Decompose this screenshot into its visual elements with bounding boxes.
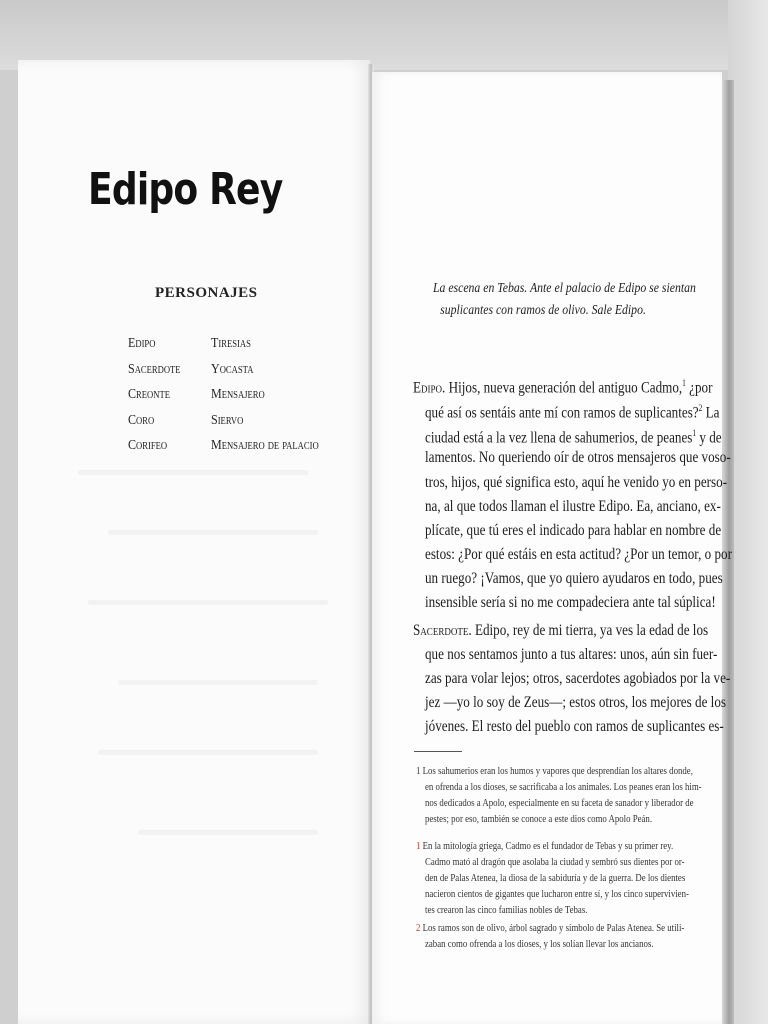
footnote-line: tes crearon las cinco familias nobles de Tebas. — [425, 904, 588, 916]
show-through-mark — [78, 470, 308, 475]
cast-heading: PERSONAJES — [155, 285, 258, 301]
speech-text: ¿por — [685, 379, 713, 397]
speech-line — [413, 621, 708, 641]
speech-text: y de — [696, 429, 722, 447]
footnote-line — [416, 922, 684, 935]
footnote-text: Los ramos son de olivo, árbol sagrado y símbolo de Palas Atenea. Se utili- — [422, 922, 685, 934]
speaker-name: Edipo. — [413, 379, 446, 397]
footnote-line: pestes; por eso, también se conoce a este dios como Apolo Peán. — [425, 813, 653, 825]
cast-member: Corifeo — [128, 438, 168, 453]
footnote-line — [416, 840, 673, 853]
speech-line: estos: ¿Por qué estáis en esta actitud? ¿Por un temor, o por — [425, 546, 732, 563]
speech-line — [425, 398, 719, 423]
speech-line: lamentos. No queriendo oír de otros mensajeros que voso- — [425, 449, 731, 466]
show-through-mark — [88, 600, 328, 605]
scan-backdrop-right — [728, 0, 768, 1024]
speech-line: insensible sería si no me compadeciera ante tal súplica! — [425, 594, 716, 611]
stage-direction — [412, 278, 696, 322]
footnote-line: zaban como ofrenda a los dioses, y los solían llevar los ancianos. — [425, 938, 654, 950]
footnote-text: En la mitología griega, Cadmo es el fundador de Tebas y su primer rey. — [422, 840, 674, 852]
speech-line: tros, hijos, qué significa esto, aquí he venido yo en perso- — [425, 474, 728, 491]
show-through-mark — [108, 530, 318, 535]
speech-text: Edipo, rey de mi tierra, ya ves la edad de los — [471, 622, 709, 639]
cast-member: Mensajero — [211, 387, 265, 402]
cast-list-left — [128, 334, 189, 462]
stage-direction-line: La escena en Tebas. Ante el palacio de Edipo se sientan — [432, 281, 696, 296]
speech-text: ciudad está a la vez llena de sahumerios, de peanes — [425, 429, 693, 447]
speech-line — [413, 373, 712, 398]
speech-line: jez —yo lo soy de Zeus—; estos otros, los mejores de los — [425, 694, 726, 711]
speech-text: qué así os sentáis ante mí con ramos de suplicantes? — [425, 404, 699, 422]
footnote-line: Cadmo mató al dragón que asolaba la ciudad y sembró sus dientes por or- — [425, 856, 685, 868]
cast-member: Coro — [128, 412, 155, 428]
speech-line: jóvenes. El resto del pueblo con ramos de suplicantes es- — [425, 718, 724, 735]
speech-line: un ruego? ¡Vamos, que yo quiero ayudaros en todo, pues — [425, 570, 723, 587]
cast-member: Creonte — [128, 387, 170, 402]
cast-member: Sacerdote — [128, 361, 181, 377]
cast-member: Tiresias — [211, 336, 251, 351]
show-through-mark — [118, 680, 318, 685]
show-through-mark — [138, 830, 318, 835]
cast-member: Edipo — [128, 336, 156, 351]
footnote-number: 2 — [416, 922, 421, 934]
speech-line: na, al que todos llaman el ilustre Edipo. Ea, anciano, ex- — [425, 498, 721, 515]
cast-member: Mensajero de palacio — [211, 438, 319, 453]
cast-member: Siervo — [211, 412, 244, 428]
cast-list-right — [211, 334, 336, 462]
footnote-ref: 1 — [692, 428, 697, 438]
footnote-number: 1 — [416, 840, 421, 852]
speech-line — [425, 423, 722, 448]
speech-line: plícate, que tú eres el indicado para hablar en nombre de — [425, 522, 722, 539]
footnote-line: nacieron cientos de gigantes que lucharon entre sí, y los cinco supervivien- — [425, 888, 689, 900]
speech-text: Hijos, nueva generación del antiguo Cadmo, — [445, 379, 683, 397]
footnote-text: Los sahumerios eran los humos y vapores que desprendían los altares donde, — [422, 765, 693, 777]
footnote-line: nos dedicados a Apolo, especialmente en su faceta de sanador y liberador de — [425, 797, 694, 809]
speech-line: que nos sentamos junto a tus altares: unos, aún sin fuer- — [425, 646, 718, 663]
footnote-line: den de Palas Atenea, la diosa de la sabiduría y de la guerra. De los dientes — [425, 872, 686, 884]
stage-direction-line: suplicantes con ramos de olivo. Sale Edipo. — [440, 303, 646, 318]
play-title: Edipo Rey — [88, 164, 283, 215]
footnote-ref: 1 — [682, 378, 686, 388]
speaker-name: Sacerdote. — [413, 622, 472, 639]
footnote-line: en ofrenda a los dioses, se sacrificaba a los animales. Los peanes eran los him- — [425, 781, 702, 793]
speech-text: La — [702, 404, 720, 422]
speech-line: zas para volar lejos; otros, sacerdotes agobiados por la ve- — [425, 670, 731, 687]
footnote-divider — [414, 751, 462, 752]
cast-member: Yocasta — [211, 361, 254, 377]
show-through-mark — [98, 750, 318, 755]
footnote-ref: 2 — [698, 403, 703, 413]
footnote-number: 1 — [416, 765, 421, 777]
footnote-line — [416, 765, 693, 778]
